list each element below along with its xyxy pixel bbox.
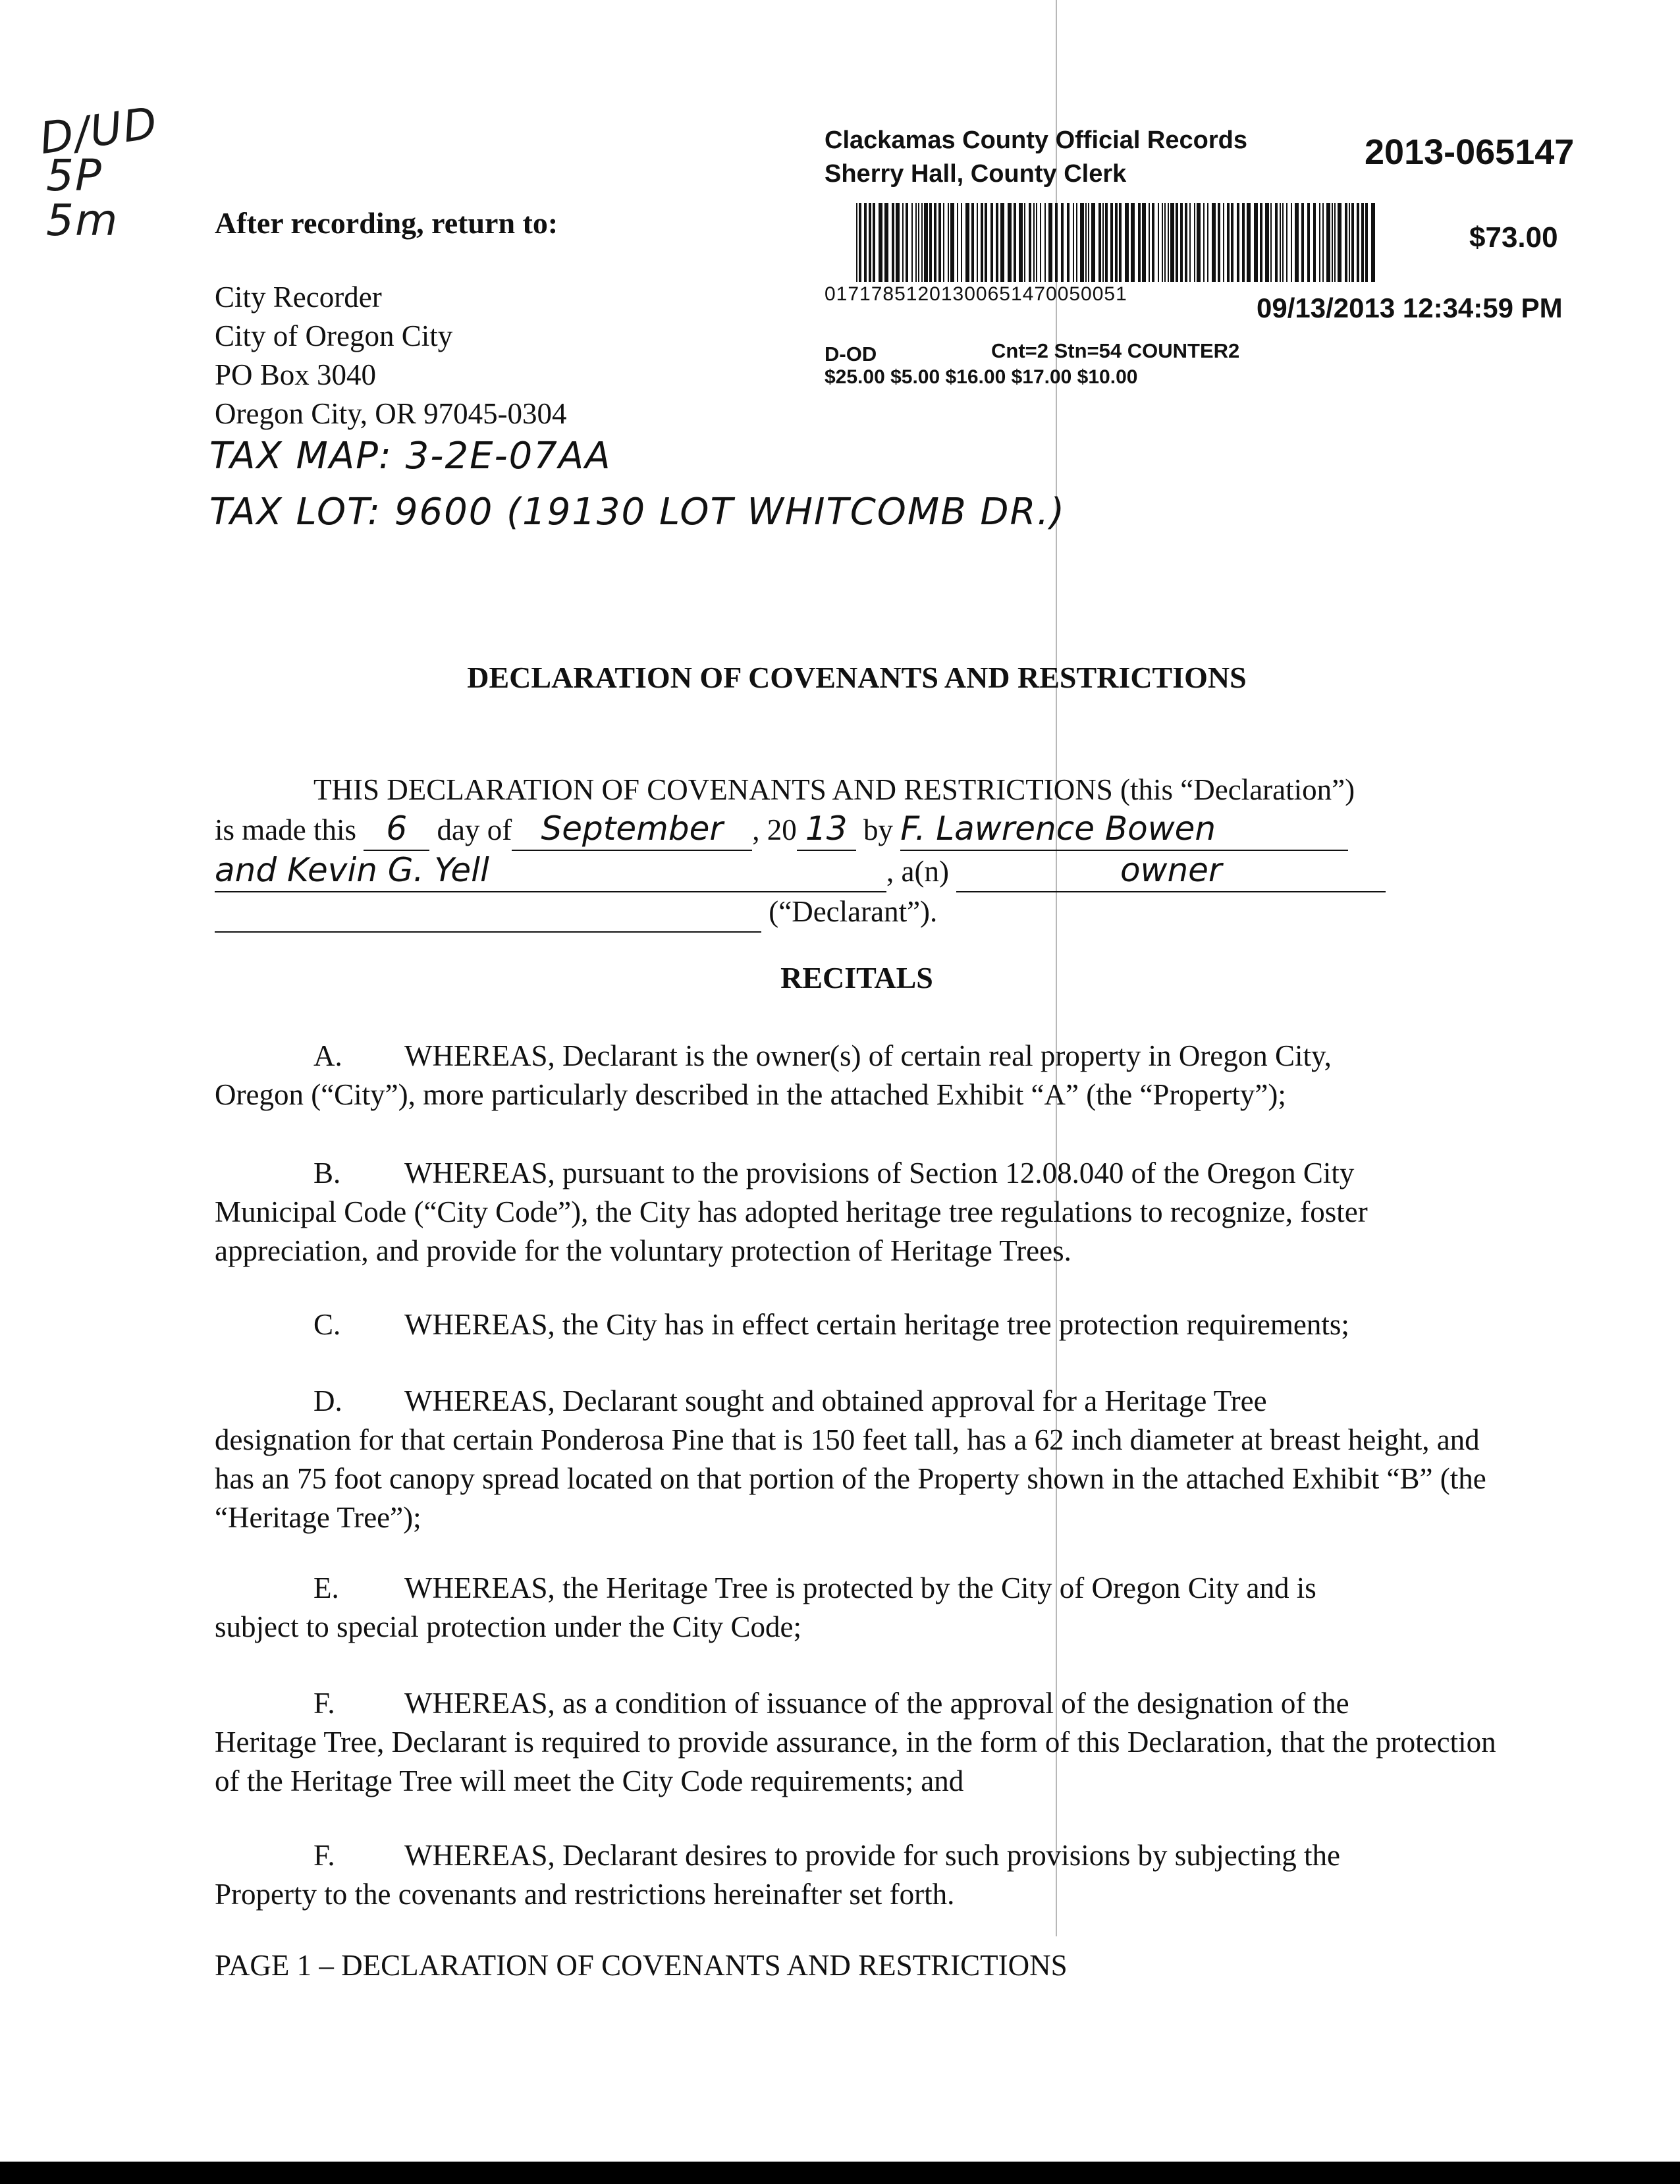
tax-lot: TAX LOT: 9600 (19130 LOT WHITCOMB DR.) (209, 491, 1066, 533)
margin-note-line: 5m (46, 195, 119, 246)
intro-line-4 (215, 892, 1499, 933)
barcode-bar (1176, 203, 1178, 282)
day-field (364, 809, 429, 851)
barcode-bar (1203, 203, 1205, 282)
barcode-bar (1265, 203, 1269, 282)
barcode-bar (1158, 203, 1159, 282)
barcode-bar (1055, 203, 1058, 282)
barcode-bar (1371, 203, 1375, 282)
year-field (797, 809, 856, 851)
recital-first-line: WHEREAS, Declarant desires to provide for such provisions by subjecting the (404, 1839, 1340, 1872)
recital-b (215, 1154, 1499, 1270)
recital-continuation: subject to special protection under the City Code; (215, 1610, 802, 1643)
recital-letter: F. (313, 1687, 335, 1720)
barcode-bar (1024, 203, 1025, 282)
barcode-bar (906, 203, 908, 282)
margin-note-line: 5P (46, 150, 103, 201)
barcode-bar (1040, 203, 1041, 282)
month-field (512, 809, 752, 851)
barcode-bar (1301, 203, 1304, 282)
barcode-bar (1061, 203, 1064, 282)
address-line: City of Oregon City (215, 319, 453, 352)
barcode-bar (1194, 203, 1195, 282)
barcode-bar (873, 203, 875, 282)
barcode-bar (1322, 203, 1324, 282)
tax-map: TAX MAP: 3-2E-07AA (209, 435, 612, 478)
intro-text: THIS DECLARATION OF COVENANTS AND RESTRICTIONS (this “Declaration”) (313, 773, 1355, 806)
barcode-bar (1319, 203, 1320, 282)
party2-value: and Kevin G. Yell (215, 851, 489, 889)
fee-breakdown: $25.00 $5.00 $16.00 $17.00 $10.00 (825, 366, 1138, 388)
recital-continuation: Oregon (“City”), more particularly described in the attached Exhibit “A” (the “Property”); (215, 1078, 1286, 1111)
barcode-bar (1080, 203, 1084, 282)
barcode-bar (1254, 203, 1258, 282)
barcode-bar (1307, 203, 1310, 282)
address-line: City Recorder (215, 281, 382, 314)
barcode-bar (1345, 203, 1347, 282)
barcode-bar (924, 203, 928, 282)
barcode-bar (1098, 203, 1101, 282)
barcode-bar (1223, 203, 1224, 282)
barcode-bar (1286, 203, 1287, 282)
recital-first-line: WHEREAS, the City has in effect certain heritage tree protection requirements; (404, 1308, 1349, 1341)
intro-paragraph (215, 771, 1499, 933)
barcode-bar (1119, 203, 1122, 282)
barcode-bar (892, 203, 894, 282)
barcode-bar (1152, 203, 1154, 282)
return-heading: After recording, return to: (215, 206, 558, 240)
recital-c (215, 1305, 1499, 1344)
margin-note-line: D/UD (36, 97, 161, 165)
recital-d (215, 1382, 1499, 1537)
address-line: PO Box 3040 (215, 358, 377, 391)
barcode-bar (1237, 203, 1239, 282)
barcode-bar (1207, 203, 1208, 282)
day-of-label: day of (437, 813, 512, 846)
by-label: by (863, 813, 893, 846)
barcode-bar (985, 203, 987, 282)
barcode-icon (856, 203, 1376, 282)
barcode-bar (1019, 203, 1023, 282)
barcode-bar (1076, 203, 1077, 282)
party1-value: F. Lawrence Bowen (900, 809, 1216, 848)
barcode-bar (1014, 203, 1016, 282)
barcode-bar (859, 203, 861, 282)
barcode-bar (1275, 203, 1278, 282)
barcode-bar (934, 203, 936, 282)
barcode-bar (879, 203, 882, 282)
recital-f (215, 1684, 1499, 1801)
barcode-bar (1008, 203, 1012, 282)
total-fee: $73.00 (1469, 221, 1558, 254)
margin-note (36, 97, 161, 246)
recital-letter: F. (313, 1839, 335, 1872)
barcode-bar (1029, 203, 1031, 282)
barcode-bar (948, 203, 949, 282)
barcode-bar (1334, 203, 1336, 282)
barcode-bar (1313, 203, 1316, 282)
barcode-bar (1168, 203, 1169, 282)
barcode-bar (1282, 203, 1284, 282)
barcode-bar (1189, 203, 1191, 282)
recital-continuation: designation for that certain Ponderosa Pine that is 150 feet tall, has a 62 inch diameter at breast height, and has an 75 foot canopy spread located on that portion of the Property shown in the attached Exhibit “B” (the “Heritage Tree”); (215, 1423, 1486, 1534)
recital-letter: C. (313, 1308, 341, 1341)
barcode-bar (971, 203, 974, 282)
recital-first-line: WHEREAS, as a condition of issuance of the approval of the designation of the (404, 1687, 1349, 1720)
barcode-bar (965, 203, 969, 282)
recital-first-line: WHEREAS, pursuant to the provisions of Section 12.08.040 of the Oregon City (404, 1157, 1355, 1189)
document-title: DECLARATION OF COVENANTS AND RESTRICTIONS (467, 661, 1247, 694)
barcode-bar (1349, 203, 1350, 282)
barcode-bar (1280, 203, 1281, 282)
barcode-bar (1067, 203, 1070, 282)
barcode-bar (869, 203, 871, 282)
barcode-bar (1125, 203, 1129, 282)
barcode-bar (921, 203, 923, 282)
party2-field (215, 851, 886, 892)
barcode-bar (1138, 203, 1141, 282)
month-value: September (541, 809, 723, 848)
recital-e (215, 1569, 1499, 1647)
recital-continuation: Property to the covenants and restrictions hereinafter set forth. (215, 1878, 955, 1911)
recording-datetime: 09/13/2013 12:34:59 PM (1257, 292, 1563, 323)
barcode-bar (1073, 203, 1074, 282)
recital-letter: B. (313, 1157, 341, 1189)
barcode-bar (1085, 203, 1087, 282)
address-line: Oregon City, OR 97045-0304 (215, 397, 567, 430)
barcode-bar (1170, 203, 1174, 282)
barcode-bar (957, 203, 958, 282)
declarant-blank (215, 892, 761, 933)
role-value: owner (1120, 851, 1222, 889)
barcode-bar (1048, 203, 1052, 282)
barcode-bar (918, 203, 919, 282)
barcode-number: 01717851201300651470050051 (825, 283, 1127, 305)
scan-bottom-edge (0, 2162, 1680, 2184)
barcode-bar (1000, 203, 1004, 282)
barcode-bar (1036, 203, 1037, 282)
barcode-bar (1110, 203, 1113, 282)
barcode-bar (990, 203, 993, 282)
recording-office: Clackamas County Official Records (825, 126, 1247, 154)
role-field (956, 851, 1386, 892)
barcode-bar (1149, 203, 1150, 282)
barcode-bar (1361, 203, 1364, 282)
recital-continuation: Heritage Tree, Declarant is required to provide assurance, in the form of this Declaration, that the protection of the Heritage Tree will meet the City Code requirements; and (215, 1726, 1496, 1797)
barcode-bar (943, 203, 944, 282)
barcode-bar (1260, 203, 1262, 282)
barcode-bar (1102, 203, 1104, 282)
barcode-bar (1142, 203, 1146, 282)
barcode-bar (902, 203, 904, 282)
made-this-label: is made this (215, 813, 356, 846)
barcode-bar (1044, 203, 1046, 282)
barcode-bar (1091, 203, 1095, 282)
barcode-bar (1231, 203, 1233, 282)
barcode-bar (1338, 203, 1341, 282)
barcode-bar (996, 203, 998, 282)
barcode-bar (1088, 203, 1089, 282)
barcode-bar (1295, 203, 1299, 282)
party1-field (900, 809, 1348, 851)
barcode-bar (884, 203, 888, 282)
barcode-bar (1351, 203, 1354, 282)
an-label: , a(n) (886, 855, 949, 888)
barcode-bar (1357, 203, 1359, 282)
intro-line-3 (215, 851, 1499, 892)
barcode-bar (1218, 203, 1220, 282)
county-clerk: Sherry Hall, County Clerk (825, 160, 1127, 188)
recital-first-line: WHEREAS, Declarant sought and obtained approval for a Heritage Tree (404, 1384, 1267, 1417)
day-value: 6 (386, 809, 408, 848)
barcode-bar (1033, 203, 1035, 282)
barcode-bar (1227, 203, 1230, 282)
barcode-bar (896, 203, 900, 282)
recital-letter: E. (313, 1571, 339, 1604)
document-number: 2013-065147 (1365, 132, 1575, 172)
page-footer: PAGE 1 – DECLARATION OF COVENANTS AND RESTRICTIONS (215, 1949, 1068, 1982)
barcode-bar (977, 203, 978, 282)
barcode-bar (961, 203, 962, 282)
barcode-bar (1242, 203, 1245, 282)
recital-first-line: WHEREAS, the Heritage Tree is protected by the City of Oregon City and is (404, 1571, 1316, 1604)
barcode-bar (1105, 203, 1108, 282)
barcode-bar (950, 203, 954, 282)
barcode-bar (938, 203, 941, 282)
recital-a (215, 1037, 1499, 1114)
barcode-bar (1270, 203, 1272, 282)
barcode-bar (1332, 203, 1333, 282)
barcode-bar (1326, 203, 1330, 282)
recital-f2 (215, 1836, 1499, 1914)
barcode-bar (1247, 203, 1251, 282)
barcode-bar (1164, 203, 1166, 282)
recitals-heading: RECITALS (780, 961, 933, 995)
declarant-label: (“Declarant”). (769, 895, 938, 928)
barcode-bar (1131, 203, 1135, 282)
doc-type: D-OD (825, 342, 877, 366)
count-station: Cnt=2 Stn=54 COUNTER2 (991, 339, 1240, 362)
barcode-bar (864, 203, 867, 282)
intro-line-2 (215, 809, 1499, 851)
barcode-bar (1291, 203, 1292, 282)
recital-continuation: Municipal Code (“City Code”), the City has adopted heritage tree regulations to recognize, foster appreciation, and provide for the voluntary protection of Heritage Trees. (215, 1195, 1368, 1267)
recital-first-line: WHEREAS, Declarant is the owner(s) of certain real property in Oregon City, (404, 1039, 1332, 1072)
recital-letter: A. (313, 1039, 342, 1072)
barcode-bar (981, 203, 983, 282)
barcode-bar (1115, 203, 1118, 282)
return-address (215, 278, 567, 433)
barcode-bar (1180, 203, 1183, 282)
barcode-bar (929, 203, 932, 282)
barcode-bar (1185, 203, 1187, 282)
recital-letter: D. (313, 1384, 342, 1417)
barcode-bar (1365, 203, 1368, 282)
barcode-bar (911, 203, 913, 282)
year-value: 13 (805, 809, 848, 848)
barcode-bar (915, 203, 917, 282)
barcode-bar (1212, 203, 1216, 282)
intro-line-1 (215, 771, 1499, 809)
barcode-bar (1197, 203, 1201, 282)
barcode-bar (856, 203, 857, 282)
year-prefix: , 20 (752, 813, 797, 846)
barcode-bar (1162, 203, 1163, 282)
